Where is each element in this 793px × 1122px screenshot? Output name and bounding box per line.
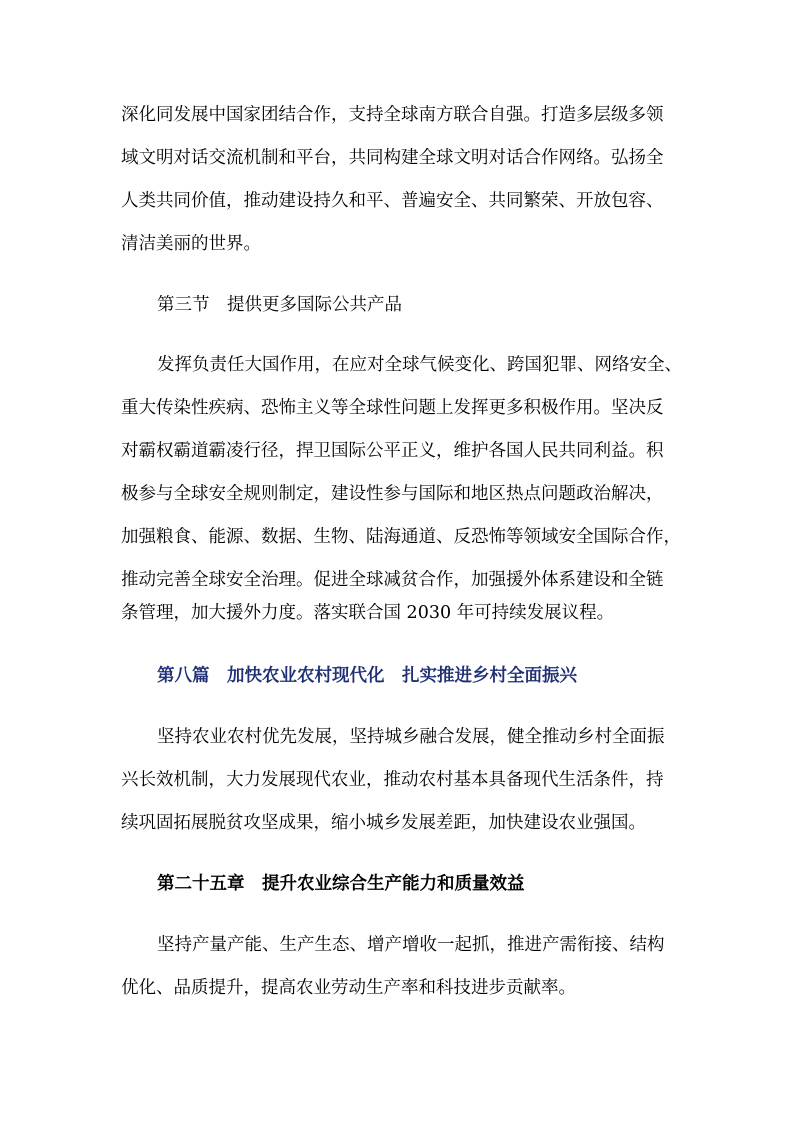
paragraph-1-line-1: 深化同发展中国家团结合作，支持全球南方联合自强。打造多层级多领 [121,105,664,125]
paragraph-4-line-1: 坚持产量产能、生产生态、增产增收一起抓，推进产需衔接、结构 [157,935,665,955]
paragraph-1-line-3: 人类共同价值，推动建设持久和平、普遍安全、共同繁荣、开放包容、 [121,191,664,211]
paragraph-1-line-2: 域文明对话交流机制和平台，共同构建全球文明对话合作网络。弘扬全 [121,148,664,168]
paragraph-3-line-2: 兴长效机制，大力发展现代农业，推动农村基本具备现代生活条件，持 [121,770,664,790]
paragraph-3-line-1: 坚持农业农村优先发展，坚持城乡融合发展，健全推动乡村全面振 [157,727,665,747]
paragraph-3-line-3: 续巩固拓展脱贫攻坚成果，缩小城乡发展差距，加快建设农业强国。 [121,813,646,833]
paragraph-2-line-6: 推动完善全球安全治理。促进全球减贫合作，加强援外体系建设和全链 [121,570,664,590]
paragraph-2-line-4: 极参与全球安全规则制定，建设性参与国际和地区热点问题政治解决， [121,484,664,504]
paragraph-2-line-3: 对霸权霸道霸凌行径，捍卫国际公平正义，维护各国人民共同利益。积 [121,441,664,461]
part-8-title: 第八篇 加快农业农村现代化 扎实推进乡村全面振兴 [157,666,577,686]
paragraph-2-line-5: 加强粮食、能源、数据、生物、陆海通道、反恐怖等领域安全国际合作， [121,527,681,547]
paragraph-1-line-4: 清洁美丽的世界。 [121,234,261,254]
paragraph-2-line-2: 重大传染性疾病、恐怖主义等全球性问题上发挥更多积极作用。坚决反 [121,398,664,418]
paragraph-4-line-2: 优化、品质提升，提高农业劳动生产率和科技进步贡献率。 [121,978,576,998]
paragraph-2-line-1: 发挥负责任大国作用，在应对全球气候变化、跨国犯罪、网络安全、 [157,355,682,375]
paragraph-2-line-7: 条管理，加大援外力度。落实联合国 2030 年可持续发展议程。 [121,603,615,623]
section-3-title: 第三节 提供更多国际公共产品 [157,295,402,315]
chapter-25-title: 第二十五章 提升农业综合生产能力和质量效益 [157,874,525,894]
